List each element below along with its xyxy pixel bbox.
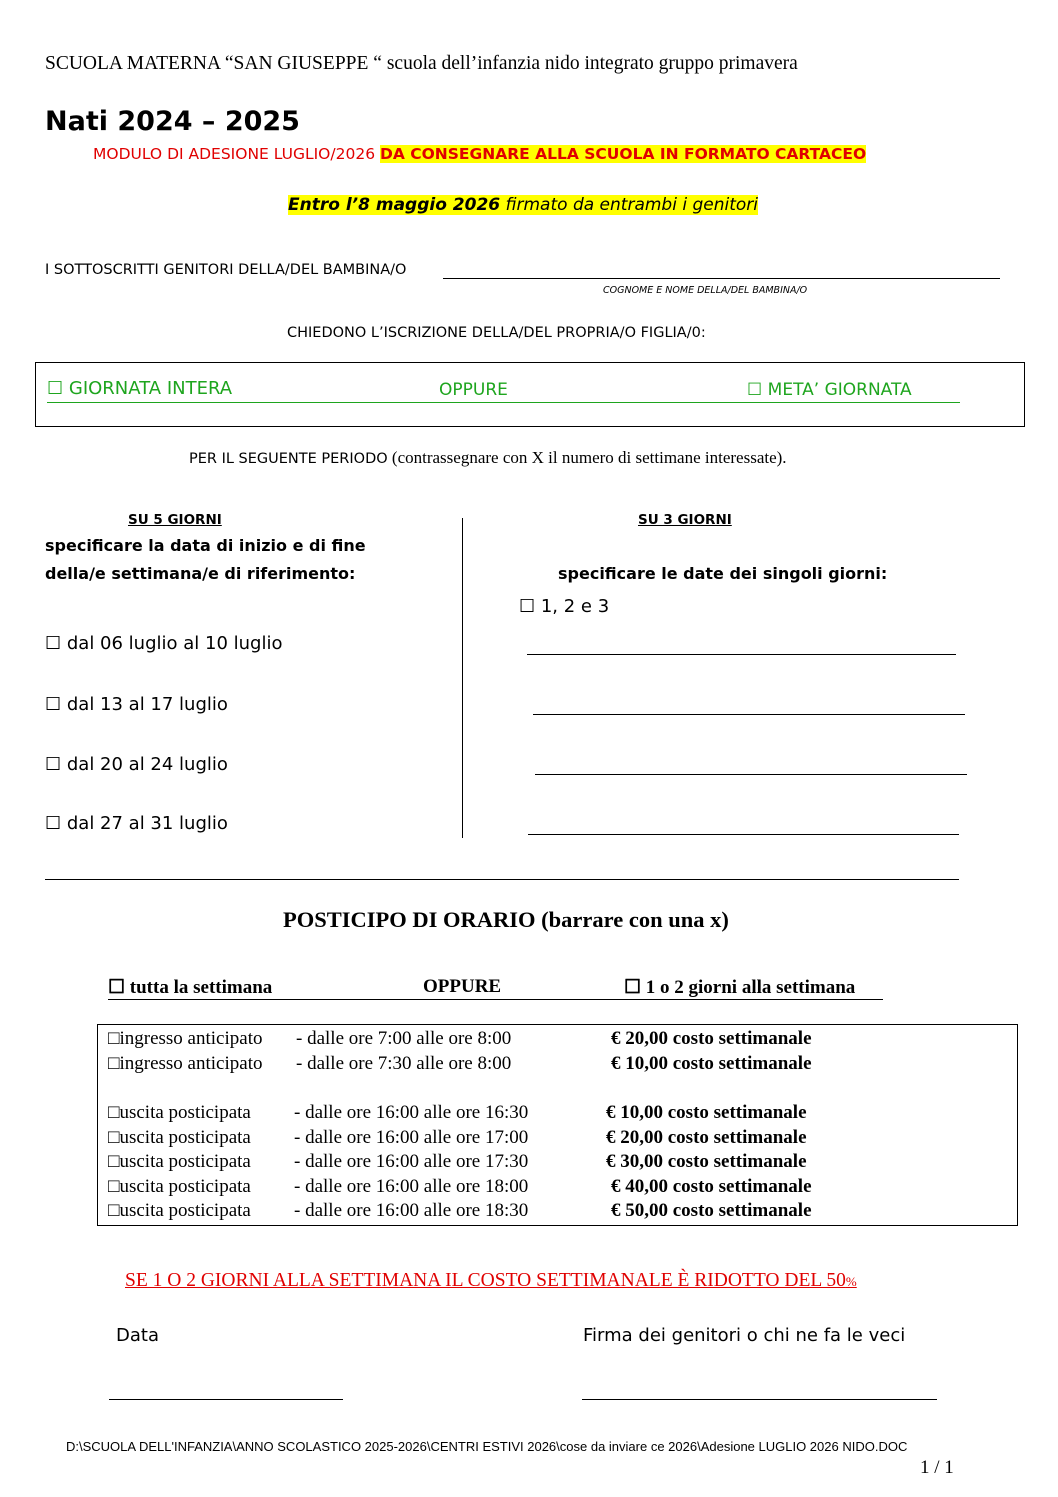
deadline-note: [288, 195, 758, 215]
week-option-4[interactable]: ☐ dal 27 al 31 luglio: [45, 813, 228, 834]
extended-row[interactable]: [108, 1127, 868, 1151]
date-label: Data: [116, 1325, 159, 1346]
extended-row-time: - dalle ore 16:00 alle ore 18:00: [294, 1176, 529, 1197]
parents-label: I SOTTOSCRITTI GENITORI DELLA/DEL BAMBINA/O: [45, 262, 407, 278]
child-name-caption: COGNOME E NOME DELLA/DEL BAMBINA/O: [603, 285, 808, 296]
five-days-instr-2: della/e settimana/e di riferimento:: [45, 564, 356, 583]
extended-row[interactable]: [108, 1151, 868, 1175]
extended-title: POSTICIPO DI ORARIO (barrare con una x): [283, 907, 729, 932]
extended-row-time: - dalle ore 7:00 alle ore 8:00: [296, 1028, 512, 1049]
three-days-instr: specificare le date dei singoli giorni:: [558, 564, 888, 583]
extended-row-price: € 10,00 costo settimanale: [606, 1102, 807, 1123]
page-title: Nati 2024 – 2025: [45, 106, 300, 137]
extended-row-price: € 20,00 costo settimanale: [606, 1127, 807, 1148]
full-day-label: GIORNATA INTERA: [68, 378, 233, 399]
section-divider: [45, 879, 959, 880]
extended-row-time: - dalle ore 16:00 alle ore 17:00: [294, 1127, 529, 1148]
signature-label: Firma dei genitori o chi ne fa le veci: [583, 1325, 906, 1346]
school-header: SCUOLA MATERNA “SAN GIUSEPPE “ scuola dell’infanzia nido integrato gruppo primavera: [45, 53, 798, 74]
week-option-3[interactable]: ☐ dal 20 al 24 luglio: [45, 754, 228, 775]
deadline-rest: firmato da entrambi i genitori: [500, 195, 758, 215]
extended-row[interactable]: [108, 1102, 868, 1126]
child-name-field[interactable]: [443, 278, 1000, 279]
extended-row[interactable]: [108, 1028, 868, 1052]
extended-row-time: - dalle ore 16:00 alle ore 17:30: [294, 1151, 529, 1172]
extended-row-type: □uscita posticipata: [108, 1102, 251, 1123]
deadline-date: Entro l’8 maggio 2026: [288, 195, 501, 215]
signature-field[interactable]: [582, 1399, 937, 1400]
subtitle-module: MODULO DI ADESIONE LUGLIO/2026: [93, 145, 380, 163]
extended-choice-underline: [108, 999, 883, 1000]
extended-choice-all[interactable]: ☐ tutta la settimana: [108, 977, 273, 998]
discount-note: [125, 1270, 857, 1292]
extended-row-type: □uscita posticipata: [108, 1176, 251, 1197]
five-days-heading: SU 5 GIORNI: [128, 512, 222, 528]
extended-row-type: □ingresso anticipato: [108, 1053, 263, 1074]
period-line: [189, 448, 787, 468]
three-days-option[interactable]: ☐ 1, 2 e 3: [519, 596, 610, 617]
extended-row-price: € 50,00 costo settimanale: [611, 1200, 812, 1221]
discount-percent: %: [845, 1274, 857, 1289]
extended-row[interactable]: [108, 1053, 868, 1077]
half-day-option[interactable]: [747, 380, 912, 400]
five-days-instr-1: specificare la data di inizio e di fine: [45, 536, 366, 555]
extended-choice-or: OPPURE: [423, 976, 502, 997]
extended-row-price: € 10,00 costo settimanale: [611, 1053, 812, 1074]
extended-row[interactable]: [108, 1200, 868, 1224]
three-days-field-2[interactable]: [533, 714, 965, 715]
extended-row-type: □uscita posticipata: [108, 1127, 251, 1148]
extended-row-type: □ingresso anticipato: [108, 1028, 263, 1049]
extended-row[interactable]: [108, 1176, 868, 1200]
full-day-checkbox[interactable]: ☐: [47, 378, 64, 399]
subtitle-delivery: DA CONSEGNARE ALLA SCUOLA IN FORMATO CARTACEO: [379, 145, 867, 163]
extended-row-type: □uscita posticipata: [108, 1200, 251, 1221]
extended-row-time: - dalle ore 16:00 alle ore 16:30: [294, 1102, 529, 1123]
file-path: D:\SCUOLA DELL'INFANZIA\ANNO SCOLASTICO 2025-2026\CENTRI ESTIVI 2026\cose da inviare ce 2026\Adesione LUGLIO 2026 NIDO.DOC: [66, 1439, 908, 1454]
extended-row-price: € 30,00 costo settimanale: [606, 1151, 807, 1172]
request-text: CHIEDONO L’ISCRIZIONE DELLA/DEL PROPRIA/O FIGLIA/0:: [287, 325, 706, 341]
half-day-label: META’ GIORNATA: [767, 380, 912, 400]
form-subtitle: [93, 145, 866, 163]
three-days-field-3[interactable]: [535, 774, 967, 775]
extended-row-price: € 20,00 costo settimanale: [611, 1028, 812, 1049]
three-days-field-1[interactable]: [527, 654, 956, 655]
day-choice-underline: [47, 402, 960, 403]
extended-choice-some[interactable]: ☐ 1 o 2 giorni alla settimana: [624, 977, 856, 998]
extended-row-time: - dalle ore 7:30 alle ore 8:00: [296, 1053, 512, 1074]
week-option-2[interactable]: ☐ dal 13 al 17 luglio: [45, 694, 228, 715]
extended-row-type: □uscita posticipata: [108, 1151, 251, 1172]
period-note: (contrassegnare con X il numero di settimane interessate).: [387, 448, 787, 467]
extended-row-price: € 40,00 costo settimanale: [611, 1176, 812, 1197]
period-label: PER IL SEGUENTE PERIODO: [189, 451, 388, 467]
discount-text: SE 1 O 2 GIORNI ALLA SETTIMANA IL COSTO SETTIMANALE È RIDOTTO DEL 50: [125, 1270, 846, 1291]
page-number: 1 / 1: [920, 1457, 954, 1478]
day-choice-or: OPPURE: [439, 380, 508, 400]
extended-row-time: - dalle ore 16:00 alle ore 18:30: [294, 1200, 529, 1221]
date-field[interactable]: [109, 1399, 343, 1400]
three-days-heading: SU 3 GIORNI: [638, 512, 732, 528]
week-option-1[interactable]: ☐ dal 06 luglio al 10 luglio: [45, 633, 283, 654]
column-separator: [462, 518, 463, 838]
three-days-field-4[interactable]: [528, 834, 959, 835]
half-day-checkbox[interactable]: ☐: [747, 380, 763, 400]
full-day-option[interactable]: [47, 378, 232, 399]
